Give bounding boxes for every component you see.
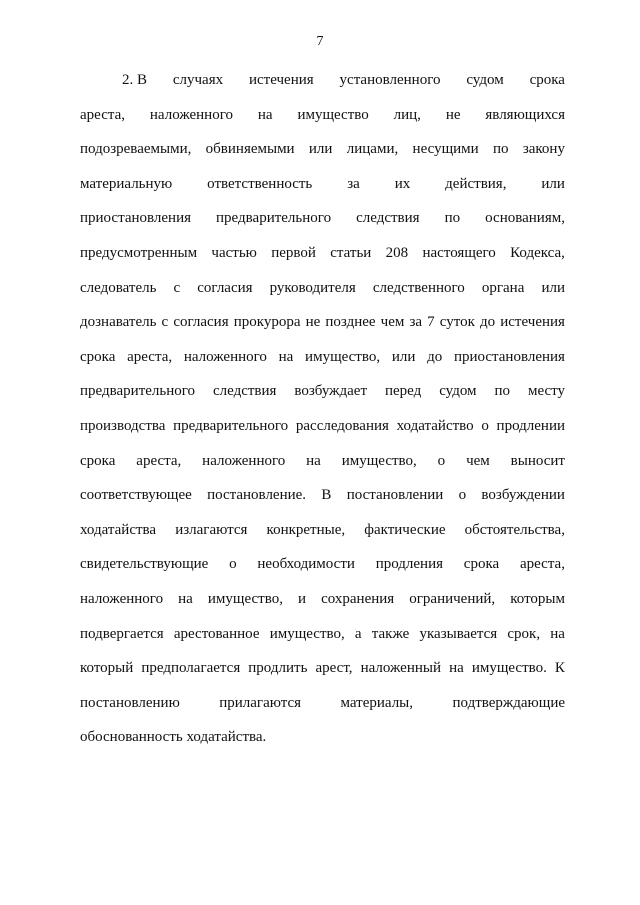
text-word: на [550, 625, 565, 642]
text-word: несущими [412, 141, 479, 158]
text-word: который [80, 660, 134, 677]
text-word: о [437, 452, 446, 469]
text-word: суток [439, 314, 475, 331]
text-word: по [492, 141, 509, 158]
text-word: статьи [330, 244, 372, 261]
text-word: обстоятельства, [464, 521, 565, 538]
text-word: истечения [248, 72, 314, 88]
text-word: срока [463, 556, 500, 573]
text-word: на [178, 590, 193, 607]
text-word: на [306, 452, 321, 469]
text-word: арестованное [173, 625, 260, 642]
text-word: ареста, [136, 452, 182, 469]
text-word: арест, [315, 660, 353, 677]
page-number: 7 [316, 34, 324, 49]
text-line [80, 105, 565, 140]
text-word: фактические [364, 521, 446, 538]
text-line [80, 451, 565, 486]
text-word: выносит [510, 452, 565, 469]
text-word: лиц, [393, 106, 421, 123]
text-line [80, 347, 565, 382]
text-word: о [458, 487, 467, 504]
text-word: позднее [325, 314, 376, 331]
text-word: свидетельствующие [80, 556, 209, 573]
text-word: предварительного [173, 417, 289, 434]
text-word: по [494, 383, 511, 400]
text-word: наложенного [149, 106, 233, 123]
text-word: на [449, 660, 464, 677]
text-word: случаях [172, 72, 224, 88]
text-word: настоящего [422, 244, 496, 261]
text-word: сохранения [321, 590, 395, 607]
text-word: имущество. [471, 660, 547, 677]
text-word: Кодекса, [510, 244, 565, 261]
text-word: судом [439, 383, 477, 400]
text-word: до [427, 348, 443, 365]
text-line [80, 381, 565, 416]
text-word: имущество, [341, 452, 417, 469]
text-word: чем [380, 314, 405, 331]
text-word: месту [527, 383, 565, 400]
text-word: приостановления [80, 210, 191, 227]
text-word: установленного [339, 72, 441, 88]
text-word: имущество, [305, 348, 381, 365]
text-word: постановлении [346, 487, 444, 504]
text-word: ходатайства [80, 521, 157, 538]
text-line [80, 208, 565, 243]
text-word: основаниям, [485, 210, 565, 227]
text-word: истечения [500, 314, 565, 331]
text-word: прилагаются [219, 694, 302, 711]
text-word: согласия [197, 279, 253, 296]
text-word: предварительного [80, 383, 196, 400]
text-word: 7 [427, 314, 435, 331]
text-word: материалы, [340, 694, 414, 711]
text-word: руководителя [269, 279, 356, 296]
text-word: следственного [372, 279, 465, 296]
text-word: наложенный [360, 660, 441, 677]
text-word: с [173, 279, 181, 296]
text-word: обоснованность ходатайства. [80, 729, 267, 746]
text-word: предполагается [141, 660, 241, 677]
text-line [80, 589, 565, 624]
text-word: органа [481, 279, 525, 296]
text-word: и [298, 590, 307, 607]
text-word: ареста, [519, 556, 565, 573]
text-word: имущество [297, 106, 369, 123]
text-line [80, 485, 565, 520]
text-word: продлении [496, 417, 565, 434]
text-line [80, 658, 565, 693]
text-word: с [161, 314, 169, 331]
text-word: срока [529, 72, 565, 88]
text-word: следователь [80, 279, 157, 296]
text-line [80, 416, 565, 451]
text-line [80, 174, 565, 209]
text-line [80, 554, 565, 589]
text-word: имущество, [269, 625, 345, 642]
text-word: указывается [419, 625, 498, 642]
text-word: или [391, 348, 416, 365]
text-line [80, 312, 565, 347]
text-line [80, 139, 565, 174]
text-word: ограничений, [409, 590, 496, 607]
text-word: К [554, 660, 565, 677]
text-word: продлить [248, 660, 308, 677]
text-line [80, 624, 565, 659]
text-word: постановление. [207, 487, 307, 504]
text-word: срока [80, 348, 116, 365]
text-word: дознаватель [80, 314, 157, 331]
text-word: наложенного [80, 590, 164, 607]
text-word: необходимости [257, 556, 355, 573]
text-line [80, 520, 565, 555]
text-word: частью [211, 244, 257, 261]
text-word: которым [510, 590, 565, 607]
text-word: возбуждении [481, 487, 565, 504]
text-word: чем [466, 452, 490, 469]
text-word: конкретные, [266, 521, 346, 538]
text-word: или [308, 141, 333, 158]
text-word: подвергается [80, 625, 164, 642]
text-word: 208 [385, 244, 409, 261]
paragraph-body [80, 70, 565, 762]
text-word: ареста, [127, 348, 173, 365]
text-line [80, 243, 565, 278]
text-word: а [354, 625, 362, 642]
text-word: также [371, 625, 410, 642]
text-word: В [321, 487, 332, 504]
text-word: расследования [295, 417, 389, 434]
text-word: действия, [445, 175, 507, 192]
text-word: по [444, 210, 461, 227]
text-word: о [481, 417, 489, 434]
text-word: материальную [80, 175, 173, 192]
text-word: постановлению [80, 694, 180, 711]
text-word: предварительного [216, 210, 332, 227]
text-word: за [347, 175, 360, 192]
text-word: перед [384, 383, 422, 400]
text-word: срока [80, 452, 116, 469]
text-word: следствия [356, 210, 420, 227]
text-line [80, 693, 565, 728]
text-word: прокурора [233, 314, 301, 331]
text-word: на [278, 348, 294, 365]
text-word: производства [80, 417, 166, 434]
text-word: приостановления [453, 348, 565, 365]
text-word: согласия [173, 314, 229, 331]
text-word: излагаются [175, 521, 248, 538]
text-word: до [480, 314, 496, 331]
text-word: являющихся [485, 106, 565, 123]
text-word: имущество, [207, 590, 283, 607]
text-word: или [541, 175, 565, 192]
text-word: не [305, 314, 321, 331]
text-word: продления [375, 556, 444, 573]
text-word: подтверждающие [452, 694, 565, 711]
text-word: ходатайство [396, 417, 474, 434]
text-line [80, 70, 565, 105]
text-word: за [409, 314, 423, 331]
text-word: срок, [507, 625, 541, 642]
text-word: их [394, 175, 411, 192]
text-word: наложенного [202, 452, 286, 469]
text-word: обвиняемыми [205, 141, 295, 158]
text-word: соответствующее [80, 487, 192, 504]
text-word: подозреваемыми, [80, 141, 192, 158]
text-line [80, 727, 565, 762]
text-word: не [445, 106, 461, 123]
text-word: ареста, [80, 106, 125, 123]
text-line [80, 278, 565, 313]
text-word: предусмотренным [80, 244, 198, 261]
text-word: судом [466, 72, 504, 88]
text-word: возбуждает [294, 383, 368, 400]
text-word: закону [522, 141, 565, 158]
text-word: или [541, 279, 565, 296]
text-word: первой [271, 244, 316, 261]
text-word: следствия [212, 383, 277, 400]
text-word: ответственность [207, 175, 313, 192]
text-word: на [257, 106, 273, 123]
text-word: наложенного [183, 348, 267, 365]
text-word: о [229, 556, 237, 573]
text-word: лицами, [346, 141, 399, 158]
text-word: 2. В [122, 72, 148, 88]
